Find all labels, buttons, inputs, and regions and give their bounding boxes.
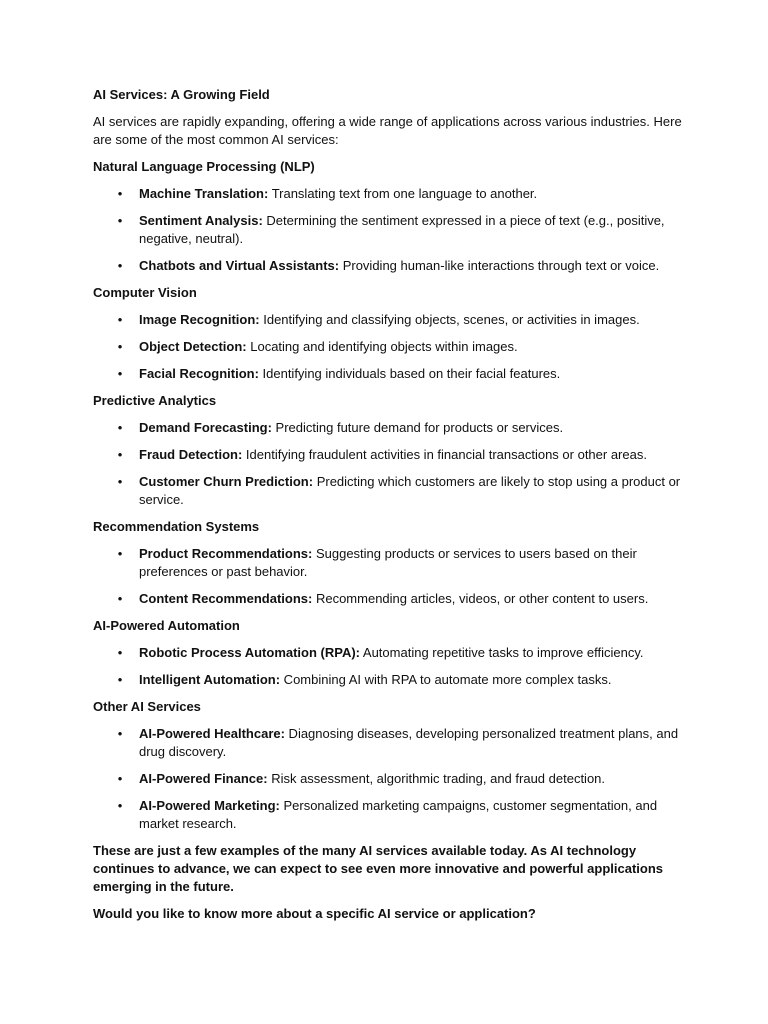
list-item-term: Image Recognition:: [139, 312, 260, 327]
bullet-icon: •: [117, 726, 123, 741]
list-item-description: Predicting which customers are likely to stop using a product or service.: [139, 474, 681, 507]
document-page: [93, 86, 693, 923]
section-heading: Recommendation Systems: [93, 519, 260, 534]
section-heading: Natural Language Processing (NLP): [93, 159, 315, 174]
list-item: [93, 419, 693, 437]
list-item-description: Predicting future demand for products or services.: [271, 420, 564, 435]
list-item: [93, 257, 693, 275]
list-item-term: Fraud Detection:: [139, 447, 243, 462]
list-item-term: AI-Powered Healthcare:: [139, 726, 285, 741]
bullet-icon: •: [117, 672, 123, 687]
list-item-description: Translating text from one language to another.: [268, 186, 538, 201]
section-heading: AI-Powered Automation: [93, 618, 240, 633]
list-item: [93, 644, 693, 662]
follow-up-question: Would you like to know more about a specific AI service or application?: [93, 906, 536, 921]
list-item: [93, 770, 693, 788]
list-item-term: Facial Recognition:: [139, 366, 259, 381]
section-heading: Other AI Services: [93, 699, 201, 714]
section-heading: Predictive Analytics: [93, 393, 217, 408]
list-item: [93, 473, 693, 509]
list-item-description: Personalized marketing campaigns, customer segmentation, and market research.: [139, 798, 658, 831]
list-item-term: Machine Translation:: [139, 186, 269, 201]
list-item: [93, 671, 693, 689]
section-list: [93, 725, 693, 833]
section-list: [93, 311, 693, 383]
list-item-term: Demand Forecasting:: [139, 420, 272, 435]
list-item-term: AI-Powered Marketing:: [139, 798, 280, 813]
list-item-term: Customer Churn Prediction:: [139, 474, 314, 489]
list-item-term: Content Recommendations:: [139, 591, 313, 606]
bullet-icon: •: [117, 312, 123, 327]
list-item-term: Object Detection:: [139, 339, 247, 354]
bullet-icon: •: [117, 591, 123, 606]
bullet-icon: •: [117, 339, 123, 354]
list-item: [93, 446, 693, 464]
list-item-term: Sentiment Analysis:: [139, 213, 263, 228]
list-item: [93, 797, 693, 833]
sections-container: [93, 158, 693, 833]
list-item-description: Identifying and classifying objects, scenes, or activities in images.: [259, 312, 640, 327]
list-item: [93, 365, 693, 383]
section-list: [93, 185, 693, 275]
list-item-description: Recommending articles, videos, or other content to users.: [312, 591, 649, 606]
list-item: [93, 590, 693, 608]
list-item-description: Combining AI with RPA to automate more complex tasks.: [280, 672, 612, 687]
list-item: [93, 725, 693, 761]
list-item-description: Determining the sentiment expressed in a piece of text (e.g., positive, negative, neutral).: [139, 213, 665, 246]
bullet-icon: •: [117, 420, 123, 435]
list-item-description: Suggesting products or services to users based on their preferences or past behavior.: [139, 546, 637, 579]
bullet-icon: •: [117, 474, 123, 489]
list-item-description: Identifying fraudulent activities in financial transactions or other areas.: [242, 447, 647, 462]
list-item: [93, 212, 693, 248]
list-item-description: Diagnosing diseases, developing personalized treatment plans, and drug discovery.: [139, 726, 679, 759]
intro-paragraph: AI services are rapidly expanding, offering a wide range of applications across various industries. Here are some of the most common AI services:: [93, 114, 682, 147]
list-item-description: Locating and identifying objects within images.: [246, 339, 518, 354]
bullet-icon: •: [117, 447, 123, 462]
list-item-description: Risk assessment, algorithmic trading, and fraud detection.: [267, 771, 606, 786]
list-item: [93, 311, 693, 329]
list-item: [93, 338, 693, 356]
bullet-icon: •: [117, 645, 123, 660]
bullet-icon: •: [117, 546, 123, 561]
bullet-icon: •: [117, 771, 123, 786]
section-heading: Computer Vision: [93, 285, 197, 300]
list-item-term: Chatbots and Virtual Assistants:: [139, 258, 340, 273]
section-list: [93, 545, 693, 608]
bullet-icon: •: [117, 213, 123, 228]
list-item: [93, 545, 693, 581]
closing-paragraph: These are just a few examples of the many AI services available today. As AI technology continues to advance, we can expect to see even more innovative and powerful applications emerging in the future.: [93, 843, 663, 894]
list-item-term: Robotic Process Automation (RPA):: [139, 645, 361, 660]
bullet-icon: •: [117, 258, 123, 273]
section-list: [93, 644, 693, 689]
list-item-term: AI-Powered Finance:: [139, 771, 268, 786]
list-item-description: Providing human-like interactions through text or voice.: [339, 258, 660, 273]
document-title: AI Services: A Growing Field: [93, 87, 270, 102]
list-item-term: Product Recommendations:: [139, 546, 313, 561]
bullet-icon: •: [117, 798, 123, 813]
bullet-icon: •: [117, 366, 123, 381]
bullet-icon: •: [117, 186, 123, 201]
section-list: [93, 419, 693, 509]
list-item: [93, 185, 693, 203]
list-item-description: Identifying individuals based on their facial features.: [258, 366, 561, 381]
list-item-term: Intelligent Automation:: [139, 672, 281, 687]
list-item-description: Automating repetitive tasks to improve efficiency.: [360, 645, 644, 660]
